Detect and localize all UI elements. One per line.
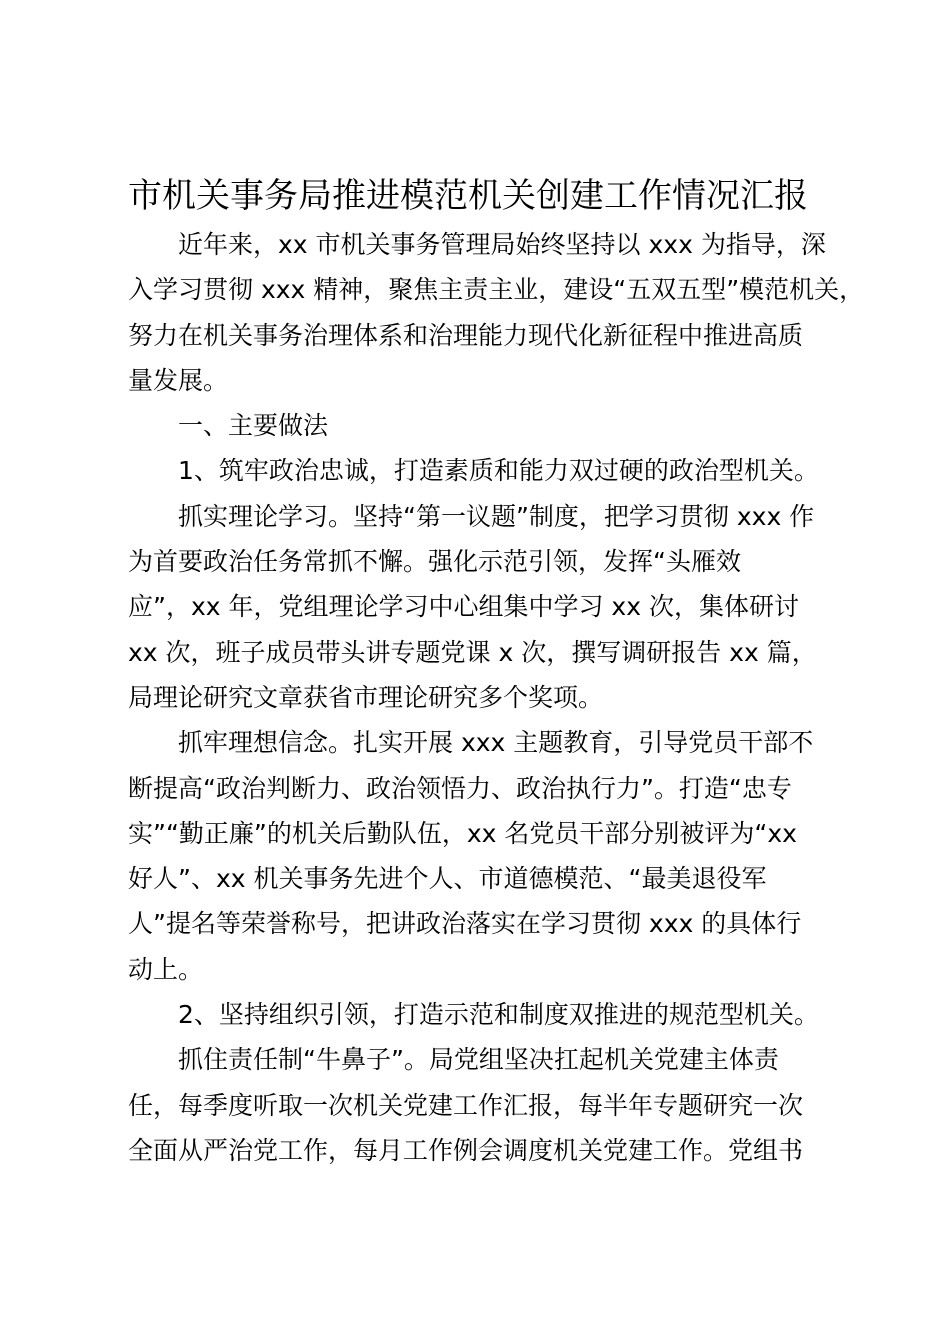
body-line: 断提高“政治判断力、政治领悟力、政治执行力”。打造“忠专 (128, 773, 792, 803)
body-line: 为首要政治任务常抓不懈。强化示范引领，发挥“头雁效 (128, 547, 741, 577)
body-line: 量发展。 (128, 365, 229, 395)
document-title: 市机关事务局推进模范机关创建工作情况汇报 (128, 176, 808, 216)
body-line: 入学习贯彻 xxx 精神，聚焦主责主业，建设“五双五型”模范机关， (128, 275, 865, 305)
document-body (128, 222, 865, 1173)
body-line: 全面从严治党工作，每月工作例会调度机关党建工作。党组书 (128, 1135, 804, 1165)
body-line: 好人”、xx 机关事务先进个人、市道德模范、“最美退役军 (128, 864, 767, 894)
body-line: 抓牢理想信念。扎实开展 xxx 主题教育，引导党员干部不 (178, 728, 814, 758)
body-line: xx 次，班子成员带头讲专题党课 x 次，撰写调研报告 xx 篇， (128, 637, 817, 667)
body-line: 2、坚持组织引领，打造示范和制度双推进的规范型机关。 (178, 1000, 819, 1030)
body-line: 局理论研究文章获省市理论研究多个奖项。 (128, 682, 604, 712)
body-line: 应”，xx 年，党组理论学习中心组集中学习 xx 次，集体研讨 (128, 592, 799, 622)
body-line: 实”“勤正廉”的机关后勤队伍，xx 名党员干部分别被评为“xx (128, 818, 797, 848)
body-line: 动上。 (128, 954, 204, 984)
body-line: 抓实理论学习。坚持“第一议题”制度，把学习贯彻 xxx 作 (178, 501, 815, 531)
body-line: 一、主要做法 (178, 411, 329, 441)
body-line: 人”提名等荣誉称号，把讲政治落实在学习贯彻 xxx 的具体行 (128, 909, 802, 939)
body-line: 抓住责任制“牛鼻子”。局党组坚决扛起机关党建主体责 (178, 1045, 779, 1075)
body-line: 近年来，xx 市机关事务管理局始终坚持以 xxx 为指导，深 (178, 230, 826, 259)
body-line: 努力在机关事务治理体系和治理能力现代化新征程中推进高质 (128, 320, 804, 350)
body-line: 任，每季度听取一次机关党建工作汇报，每半年专题研究一次 (128, 1090, 804, 1120)
body-line: 1、筑牢政治忠诚，打造素质和能力双过硬的政治型机关。 (178, 456, 819, 486)
